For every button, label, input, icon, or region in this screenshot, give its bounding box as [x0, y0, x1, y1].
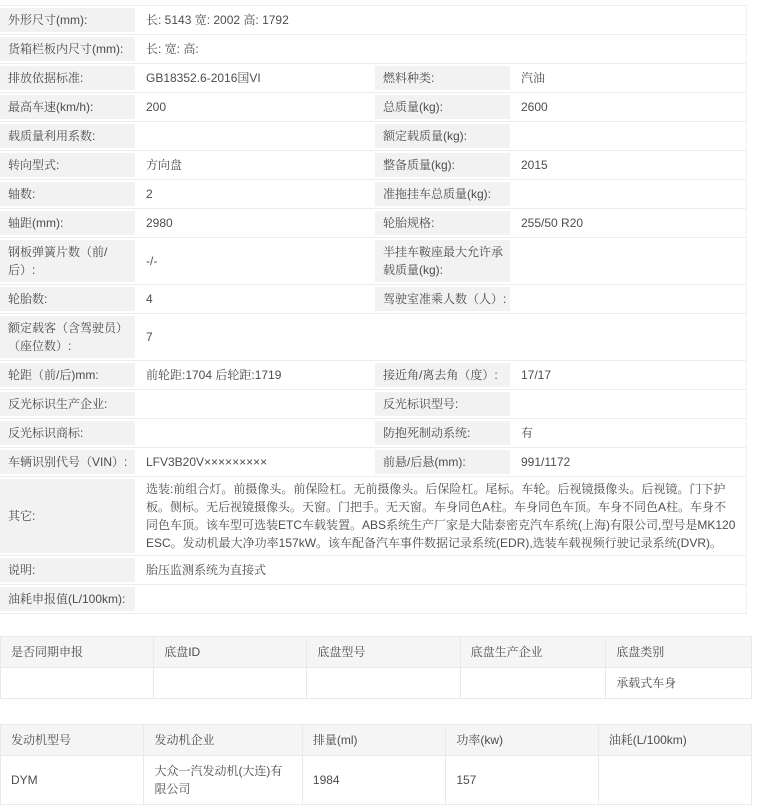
spec-label: 转向型式: [0, 153, 135, 177]
spec-label: 准拖挂车总质量(kg): [375, 182, 510, 206]
column-header: 是否同期申报 [1, 637, 154, 668]
spec-value: 选装:前组合灯。前摄像头。前保险杠。无前摄像头。后保险杠。尾标。车轮。后视镜摄像头。后视镜。门下护板。侧标。无后视镜摄像头。天窗。门把手。无天窗。车身同色A柱。车身同色车顶。车身不同色A柱。车身不同色车顶。该车型可选装ETC车载装置。ABS系统生产厂家是大陆泰密克汽车系统(上海)有限公司,型号是MK120 ESC。发动机最大净功率157kW。该车配备汽车事件数据记录系统(EDR),选装车载视频行驶记录系统(DVR)。 [146, 482, 736, 550]
spec-value: 255/50 R20 [521, 216, 584, 230]
spec-row-load-factor [0, 122, 746, 151]
spec-label: 轮距（前/后)mm: [0, 363, 135, 387]
spec-label: 反光标识生产企业: [0, 392, 135, 416]
spec-label: 燃料种类: [375, 66, 510, 90]
table-cell: DYM [1, 756, 144, 805]
spec-row-dimensions [0, 6, 746, 35]
spec-row-reflective-abs [0, 419, 746, 448]
table-cell [598, 756, 751, 805]
spec-value [137, 390, 375, 418]
spec-value [512, 390, 746, 418]
spec-value: 7 [146, 330, 153, 344]
spec-label: 整备质量(kg): [375, 153, 510, 177]
spec-label: 额定载质量(kg): [375, 124, 510, 148]
spec-label: 半挂车鞍座最大允许承载质量(kg): [375, 240, 510, 282]
table-cell: 1984 [302, 756, 445, 805]
column-header: 功率(kw) [446, 725, 598, 756]
spec-value: 2015 [521, 158, 548, 172]
spec-value: 方向盘 [146, 158, 183, 172]
chassis-table [0, 636, 752, 699]
column-header: 底盘生产企业 [460, 637, 606, 668]
column-header: 发动机企业 [144, 725, 302, 756]
spec-label: 轮胎规格: [375, 211, 510, 235]
table-cell [307, 668, 460, 699]
spec-label: 前悬/后悬(mm): [375, 450, 510, 474]
spec-label: 货箱栏板内尺寸(mm): [0, 37, 135, 61]
table-cell [1, 668, 154, 699]
spec-value: -/- [146, 254, 158, 268]
spec-row-notes [0, 556, 746, 585]
spacer [0, 699, 760, 724]
spec-label: 轴距(mm): [0, 211, 135, 235]
table-cell: 大众一汽发动机(大连)有限公司 [144, 756, 302, 805]
spec-value [512, 122, 746, 150]
spec-label: 轮胎数: [0, 287, 135, 311]
spec-label: 反光标识商标: [0, 421, 135, 445]
spec-value: 4 [146, 292, 153, 306]
spec-label: 车辆识别代号（VIN）: [0, 450, 135, 474]
spec-label: 其它: [0, 479, 135, 553]
spec-row-vin-overhang [0, 448, 746, 477]
engine-data-row [1, 756, 752, 805]
spec-row-emission-fuel [0, 64, 746, 93]
spec-value [137, 122, 375, 150]
spec-label: 额定载客（含驾驶员）（座位数）: [0, 316, 135, 358]
spec-label: 油耗申报值(L/100km): [0, 587, 135, 611]
table-cell: 承载式车身 [606, 668, 752, 699]
spec-value [137, 585, 746, 613]
spec-label: 说明: [0, 558, 135, 582]
table-cell: 157 [446, 756, 598, 805]
spec-value: 2980 [146, 216, 173, 230]
spec-row-springs-saddle [0, 238, 746, 285]
spec-label: 外形尺寸(mm): [0, 8, 135, 32]
column-header: 底盘型号 [307, 637, 460, 668]
spec-value [512, 238, 746, 284]
spec-row-other-options [0, 477, 746, 556]
chassis-data-row [1, 668, 752, 699]
spec-value: 2600 [521, 100, 548, 114]
spec-row-speed-mass [0, 93, 746, 122]
spec-value: GB18352.6-2016国VI [146, 71, 261, 85]
spec-row-track-angles [0, 361, 746, 390]
spec-value: 17/17 [521, 368, 552, 382]
column-header: 底盘ID [154, 637, 307, 668]
spec-value: 有 [521, 426, 534, 440]
spec-value: 2 [146, 187, 153, 201]
spec-row-cargo-box [0, 35, 746, 64]
spec-label: 钢板弹簧片数（前/后）: [0, 240, 135, 282]
column-header: 排量(ml) [302, 725, 445, 756]
spec-value: LFV3B20V××××××××× [146, 455, 268, 469]
engine-header-row [1, 725, 752, 756]
spec-label: 排放依据标准: [0, 66, 135, 90]
spec-row-reflective-maker [0, 390, 746, 419]
spec-label: 轴数: [0, 182, 135, 206]
spec-label: 载质量利用系数: [0, 124, 135, 148]
spec-value: 200 [146, 100, 167, 114]
spec-value [512, 285, 746, 313]
spec-label: 反光标识型号: [375, 392, 510, 416]
spec-value: 前轮距:1704 后轮距:1719 [146, 368, 282, 382]
spec-row-axles-trailer [0, 180, 746, 209]
spec-value: 胎压监测系统为直接式 [146, 563, 267, 577]
chassis-header-row [1, 637, 752, 668]
spec-label: 防抱死制动系统: [375, 421, 510, 445]
spec-value: 汽油 [521, 71, 546, 85]
spec-row-fuel-declared [0, 585, 746, 614]
spec-row-steering-curb [0, 151, 746, 180]
table-cell [154, 668, 307, 699]
column-header: 底盘类别 [606, 637, 752, 668]
column-header: 发动机型号 [1, 725, 144, 756]
spec-label: 总质量(kg): [375, 95, 510, 119]
spec-value [137, 419, 375, 447]
spec-value [512, 180, 746, 208]
spec-row-tires-cab-seats [0, 285, 746, 314]
spec-label: 接近角/离去角（度）: [375, 363, 510, 387]
engine-table [0, 724, 752, 805]
spacer [0, 614, 760, 636]
spec-value: 长: 宽: 高: [146, 42, 199, 56]
table-cell [460, 668, 606, 699]
spec-label: 最高车速(km/h): [0, 95, 135, 119]
spec-label: 驾驶室准乘人数（人）: [375, 287, 510, 311]
column-header: 油耗(L/100km) [598, 725, 751, 756]
spec-value: 991/1172 [521, 455, 571, 469]
spec-row-seating-capacity [0, 314, 746, 361]
spec-table [0, 5, 747, 614]
spec-value: 长: 5143 宽: 2002 高: 1792 [146, 13, 289, 27]
spec-row-wheelbase-tire [0, 209, 746, 238]
